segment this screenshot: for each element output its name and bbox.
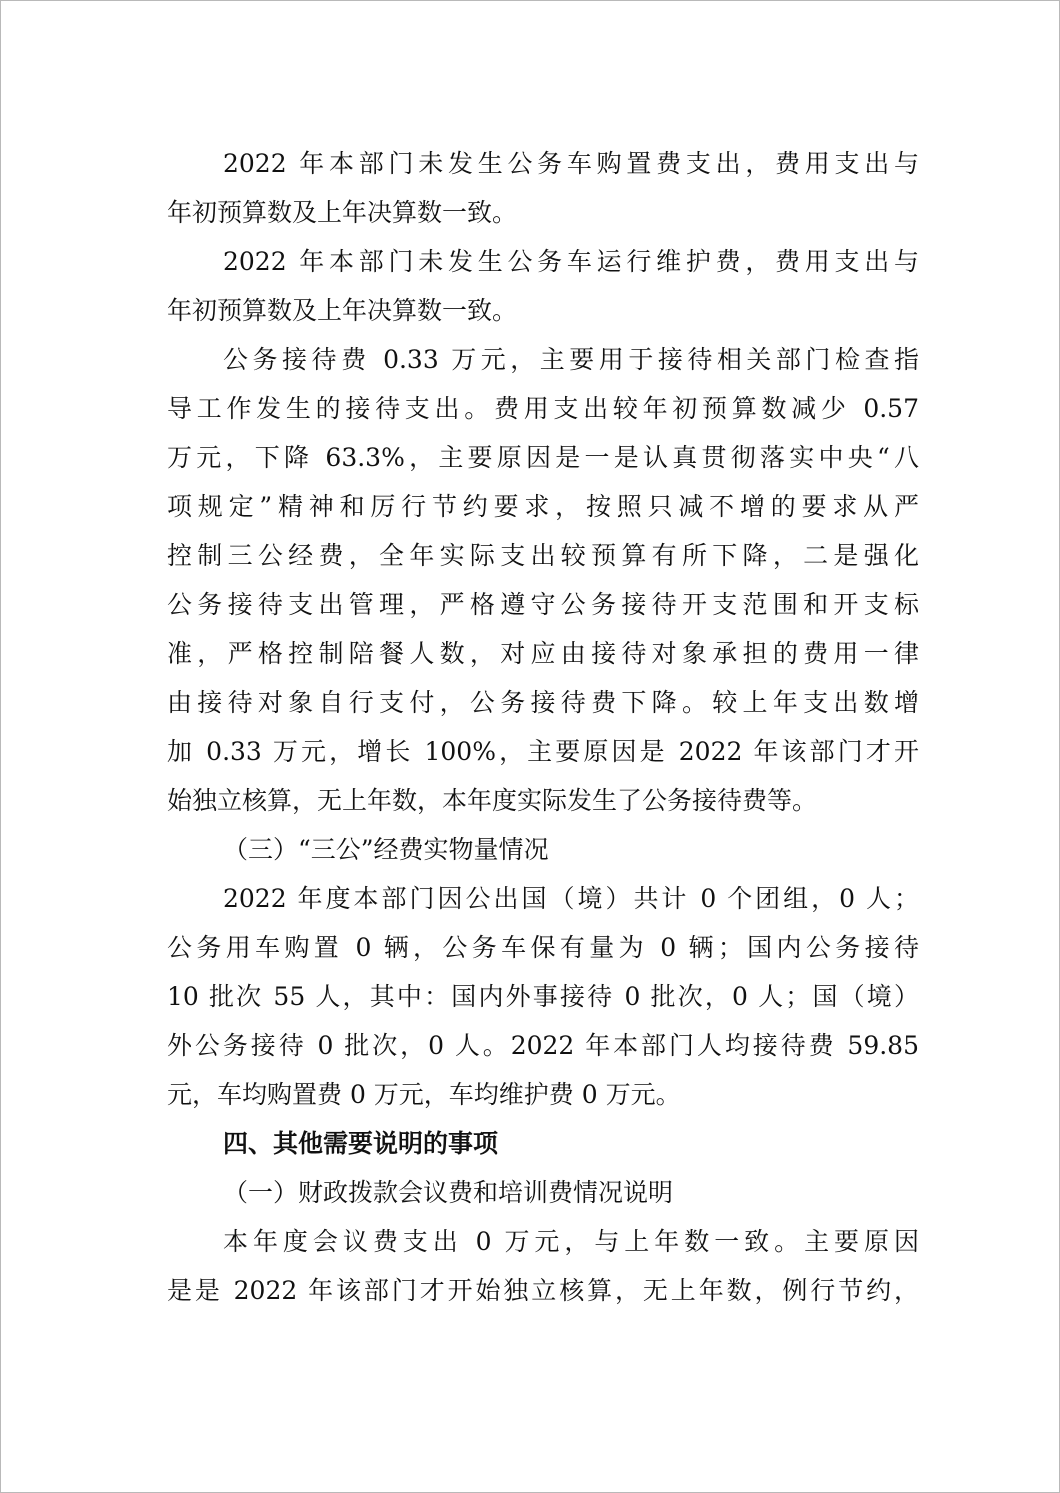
section-heading: 四、其他需要说明的事项 — [223, 1129, 499, 1158]
paragraph-line: 公务接待支出管理，严格遵守公务接待开支范围和开支标 — [167, 590, 919, 619]
document-body — [167, 139, 919, 1315]
paragraph-line: 导工作发生的接待支出。费用支出较年初预算数减少 0.57 — [167, 394, 919, 423]
paragraph-line: 万元，下降 63.3%，主要原因是一是认真贯彻落实中央“八 — [167, 443, 919, 472]
paragraph-line: 2022 年本部门未发生公务车购置费支出，费用支出与 — [223, 149, 919, 178]
paragraph-line: 始独立核算，无上年数，本年度实际发生了公务接待费等。 — [167, 786, 818, 815]
paragraph-line: 年初预算数及上年决算数一致。 — [167, 296, 518, 325]
paragraph-line: 外公务接待 0 批次，0 人。2022 年本部门人均接待费 59.85 — [167, 1031, 919, 1060]
paragraph-line: 准，严格控制陪餐人数，对应由接待对象承担的费用一律 — [167, 639, 919, 668]
paragraph-line: 10 批次 55 人，其中：国内外事接待 0 批次，0 人；国（境） — [167, 982, 919, 1011]
paragraph-line: 本年度会议费支出 0 万元，与上年数一致。主要原因 — [223, 1227, 919, 1256]
paragraph-line: 2022 年本部门未发生公务车运行维护费，费用支出与 — [223, 247, 919, 276]
paragraph-line: 加 0.33 万元，增长 100%，主要原因是 2022 年该部门才开 — [167, 737, 919, 766]
paragraph-line: 由接待对象自行支付，公务接待费下降。较上年支出数增 — [167, 688, 919, 717]
paragraph-line: 项规定”精神和厉行节约要求，按照只减不增的要求从严 — [167, 492, 919, 521]
paragraph-line: 公务用车购置 0 辆，公务车保有量为 0 辆；国内公务接待 — [167, 933, 919, 962]
paragraph-line: 年初预算数及上年决算数一致。 — [167, 198, 518, 227]
subheading: （一）财政拨款会议费和培训费情况说明 — [223, 1178, 674, 1207]
subheading: （三）“三公”经费实物量情况 — [223, 835, 549, 864]
paragraph-line: 2022 年度本部门因公出国（境）共计 0 个团组，0 人； — [223, 884, 919, 913]
paragraph-line: 元，车均购置费 0 万元，车均维护费 0 万元。 — [167, 1080, 681, 1109]
paragraph-line: 是是 2022 年该部门才开始独立核算，无上年数，例行节约， — [167, 1276, 919, 1305]
paragraph-line: 公务接待费 0.33 万元，主要用于接待相关部门检查指 — [223, 345, 919, 374]
paragraph-line: 控制三公经费，全年实际支出较预算有所下降，二是强化 — [167, 541, 919, 570]
